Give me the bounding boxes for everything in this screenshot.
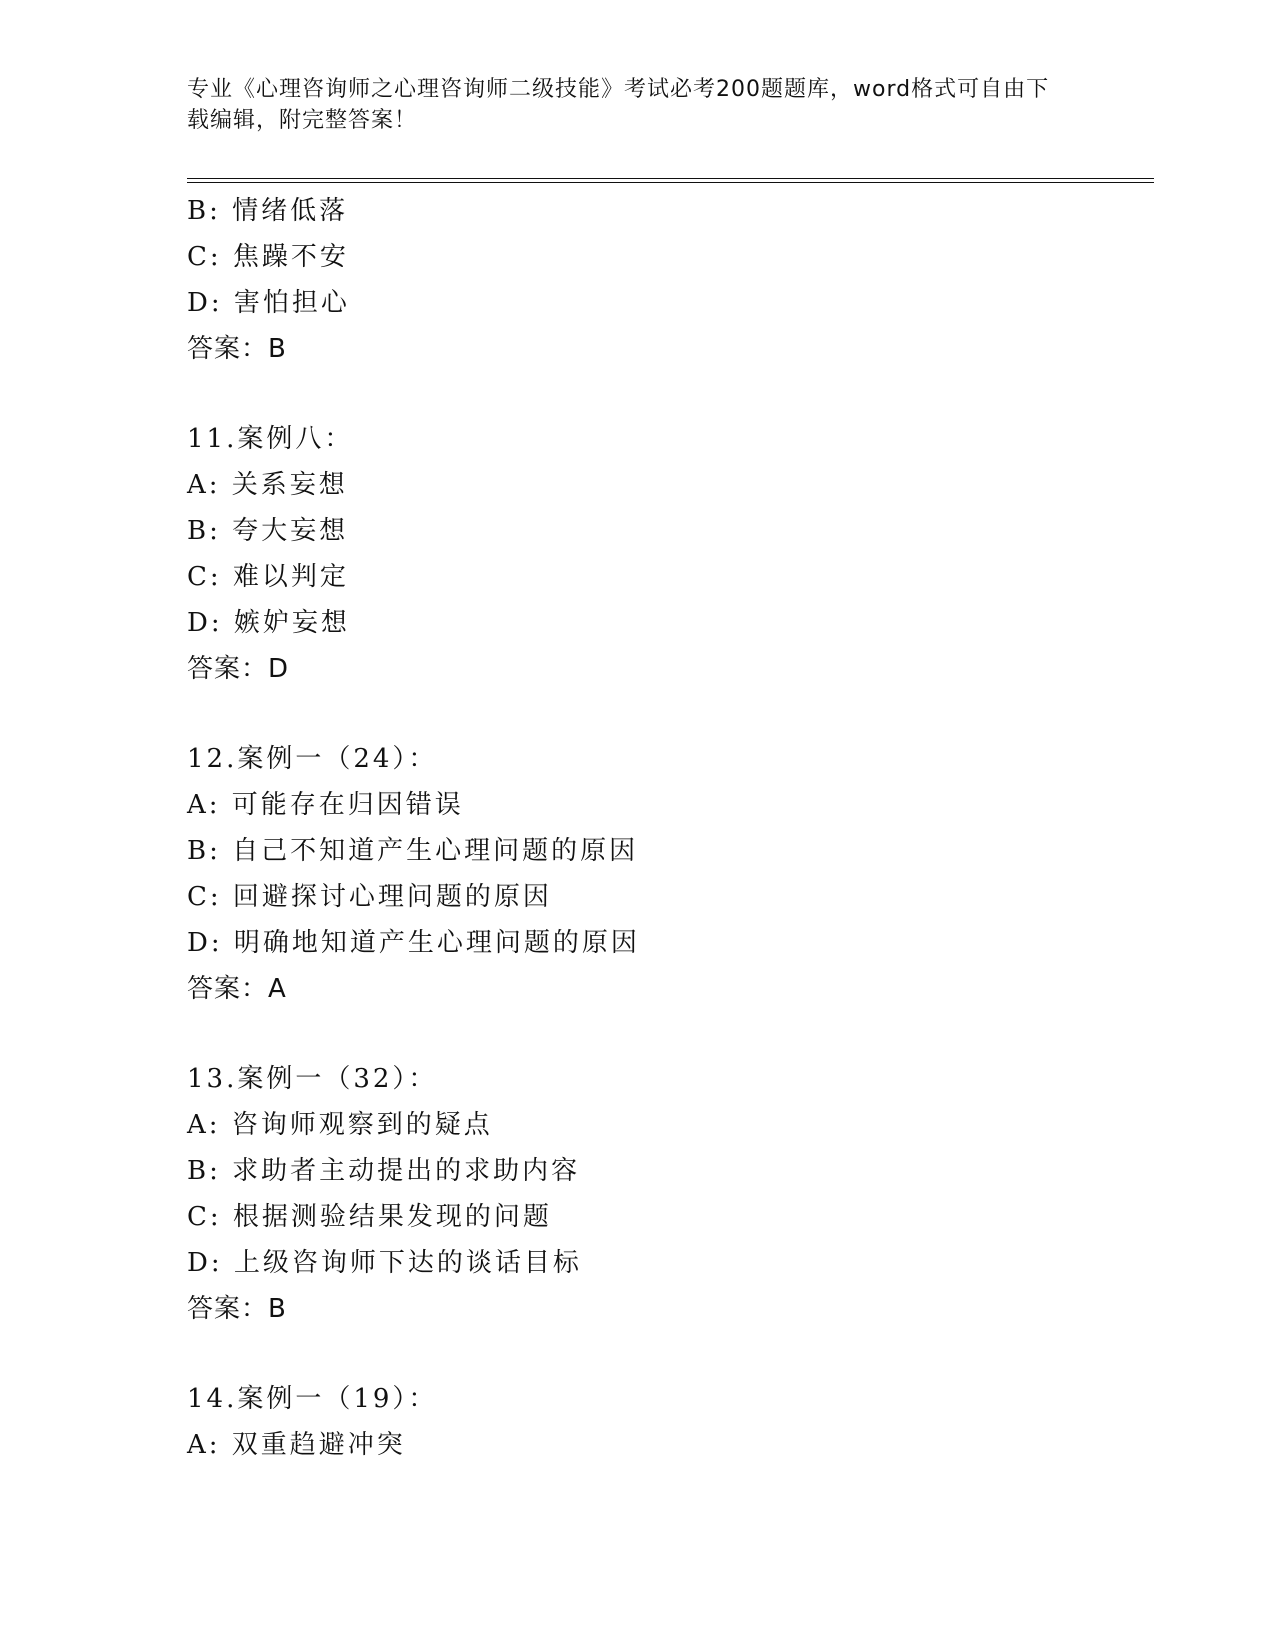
option-b: B: 情绪低落 [187, 196, 349, 226]
option-b: B: 自己不知道产生心理问题的原因 [187, 836, 639, 866]
option-c: C: 根据测验结果发现的问题 [187, 1202, 552, 1232]
question-block-14 [187, 1376, 1147, 1468]
option-a: A: 关系妄想 [187, 470, 348, 500]
answer-line: 答案：D [187, 654, 290, 684]
option-d: D: 害怕担心 [187, 288, 350, 318]
option-c: C: 焦躁不安 [187, 242, 349, 272]
option-c: C: 回避探讨心理问题的原因 [187, 882, 552, 912]
question-spacer [187, 372, 1147, 416]
question-list [187, 188, 1147, 1468]
question-block-partial [187, 188, 1147, 372]
answer-line: 答案：B [187, 1294, 287, 1324]
question-spacer [187, 1012, 1147, 1056]
question-stem: 12.案例一（24）： [187, 744, 438, 774]
option-b: B: 夸大妄想 [187, 516, 349, 546]
answer-line: 答案：A [187, 974, 287, 1004]
option-a: A: 双重趋避冲突 [187, 1430, 406, 1460]
question-block-12 [187, 736, 1147, 1012]
question-spacer [187, 1332, 1147, 1376]
option-a: A: 咨询师观察到的疑点 [187, 1110, 493, 1140]
document-header: 专业《心理咨询师之心理咨询师二级技能》考试必考200题题库，word格式可自由下载编辑，附完整答案！ [187, 77, 1050, 133]
option-b: B: 求助者主动提出的求助内容 [187, 1156, 581, 1186]
answer-line: 答案：B [187, 334, 287, 364]
question-spacer [187, 692, 1147, 736]
option-d: D: 上级咨询师下达的谈话目标 [187, 1248, 582, 1278]
question-stem: 11.案例八： [187, 424, 354, 454]
question-stem: 14.案例一（19）： [187, 1384, 438, 1414]
header-divider [187, 178, 1154, 183]
option-c: C: 难以判定 [187, 562, 349, 592]
option-d: D: 嫉妒妄想 [187, 608, 350, 638]
option-d: D: 明确地知道产生心理问题的原因 [187, 928, 640, 958]
option-a: A: 可能存在归因错误 [187, 790, 464, 820]
question-block-13 [187, 1056, 1147, 1332]
question-stem: 13.案例一（32）： [187, 1064, 438, 1094]
question-block-11 [187, 416, 1147, 692]
